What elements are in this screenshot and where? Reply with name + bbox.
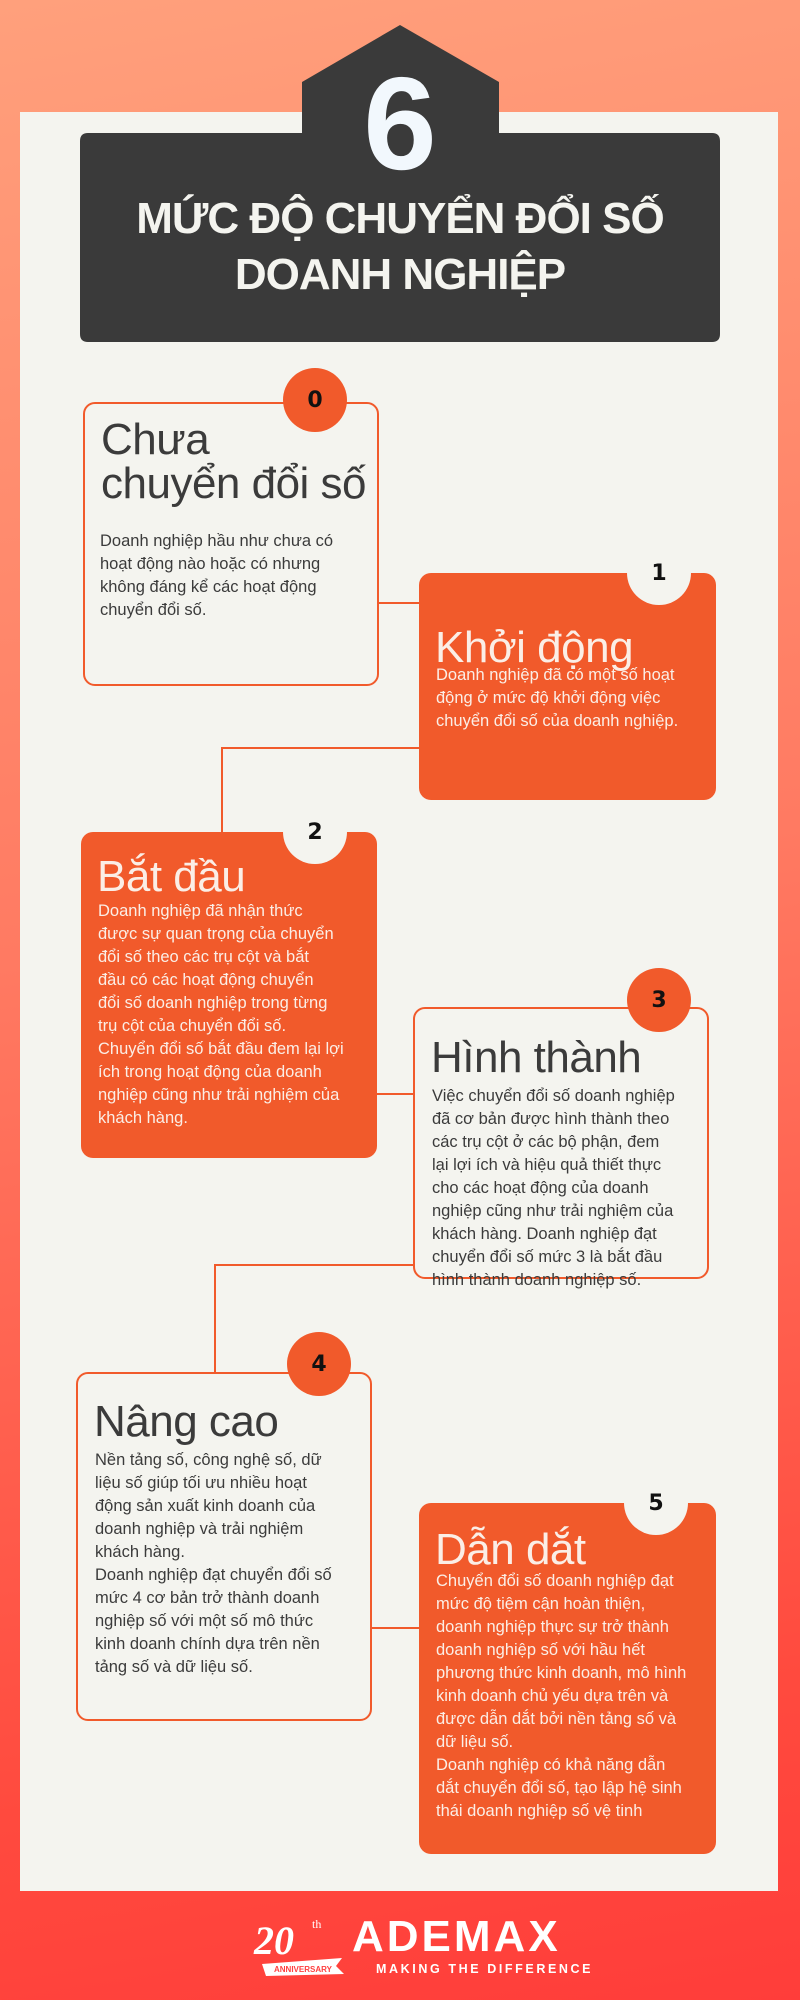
svg-text:20: 20 (254, 1918, 294, 1963)
level-description-line: động sản xuất kinh doanh của (95, 1497, 316, 1515)
level-card-5 (419, 1503, 716, 1854)
level-description-line: chuyển đổi số của doanh nghiệp. (436, 712, 679, 730)
level-description-line: nghiệp số với một số mô thức (95, 1612, 314, 1630)
svg-text:th: th (312, 1917, 322, 1931)
level-number-badge: 5 (624, 1471, 688, 1535)
connector-4-5 (372, 1627, 420, 1629)
level-description-line: đầu có các hoạt động chuyển (98, 971, 314, 989)
level-description-line: chuyển đổi số mức 3 là bắt đầu (432, 1248, 663, 1266)
level-description-line: Doanh nghiệp hầu như chưa có (100, 532, 334, 550)
page-title-line-2: DOANH NGHIỆP (234, 250, 566, 299)
level-title: Bắt đầu (97, 852, 246, 901)
level-number-badge: 2 (283, 800, 347, 864)
level-title: Chưa (101, 415, 210, 464)
hero-number: 6 (363, 50, 437, 197)
level-card-2 (81, 832, 377, 1158)
level-description-line: được dẫn dắt bởi nền tảng số và (436, 1710, 677, 1728)
connector-2-3 (377, 1093, 414, 1095)
level-description-line: Việc chuyển đổi số doanh nghiệp (432, 1087, 675, 1105)
anniversary-logo (252, 1914, 348, 1978)
level-description-line: Chuyển đổi số doanh nghiệp đạt (436, 1572, 674, 1590)
level-description-line: chuyển đổi số. (100, 601, 207, 619)
level-description-line: doanh nghiệp số với hầu hết (436, 1641, 645, 1659)
level-title: Nâng cao (94, 1397, 279, 1446)
level-description-line: khách hàng. Doanh nghiệp đạt (432, 1225, 657, 1243)
brand-logo: ADEMAX (352, 1912, 561, 1961)
level-description-line: đổi số theo các trụ cột và bắt (98, 948, 309, 966)
level-description-line: lại lợi ích và hiệu quả thiết thực (432, 1156, 662, 1174)
level-description-line: động ở mức độ khởi động việc (436, 689, 661, 707)
level-card-3 (413, 1007, 709, 1289)
level-title: chuyển đổi số (101, 459, 367, 508)
level-description-line: mức độ tiệm cận hoàn thiện, (436, 1595, 646, 1613)
level-card-1 (419, 573, 716, 800)
level-description-line: đã cơ bản được hình thành theo (432, 1110, 670, 1128)
level-description-line: Doanh nghiệp đã có một số hoạt (436, 666, 675, 684)
connector-3-4-h (214, 1264, 414, 1266)
level-description-line: khách hàng. (95, 1543, 185, 1561)
level-description-line: hoạt động nào hoặc có nhưng (100, 555, 321, 573)
level-title: Hình thành (431, 1033, 642, 1082)
level-title: Khởi động (435, 623, 634, 672)
level-description-line: phương thức kinh doanh, mô hình (436, 1664, 687, 1682)
connector-1-2-v (221, 747, 223, 833)
page-title-line-1: MỨC ĐỘ CHUYỂN ĐỔI SỐ (136, 194, 664, 243)
svg-text:ANNIVERSARY: ANNIVERSARY (274, 1965, 332, 1974)
level-description-line: kinh doanh chính dựa trên nền (95, 1635, 320, 1653)
level-description-line: kinh doanh chủ yếu dựa trên và (436, 1687, 669, 1705)
level-description-line: thái doanh nghiệp số vệ tinh (436, 1802, 643, 1820)
level-number-badge: 4 (287, 1332, 351, 1396)
level-description-line: Doanh nghiệp đã nhận thức (98, 902, 303, 920)
level-description-line: tảng số và dữ liệu số. (95, 1658, 253, 1676)
level-description-line: đổi số doanh nghiệp trong từng (98, 994, 328, 1012)
level-number-badge: 0 (283, 368, 347, 432)
level-description-line: các trụ cột ở các bộ phận, đem (432, 1133, 660, 1151)
level-description-line: dắt chuyển đổi số, tạo lập hệ sinh (436, 1779, 682, 1797)
level-card-4 (76, 1372, 372, 1721)
level-description-line: doanh nghiệp thực sự trở thành (436, 1618, 669, 1636)
level-number-badge: 3 (627, 968, 691, 1032)
level-description-line: Doanh nghiệp có khả năng dẫn (436, 1756, 666, 1774)
level-description-line: nghiệp cũng như trải nghiệm của (98, 1086, 340, 1104)
level-description-line: mức 4 cơ bản trở thành doanh (95, 1589, 320, 1607)
level-description-line: hình thành doanh nghiệp số. (432, 1271, 642, 1289)
brand-tagline: MAKING THE DIFFERENCE (376, 1962, 594, 1976)
level-description-line: khách hàng. (98, 1109, 188, 1127)
level-number-badge: 1 (627, 541, 691, 605)
level-description-line: dữ liệu số. (436, 1733, 514, 1751)
level-description-line: không đáng kể các hoạt động (100, 578, 317, 596)
level-description-line: cho các hoạt động của doanh (432, 1179, 649, 1197)
level-description-line: Nền tảng số, công nghệ số, dữ (95, 1451, 322, 1469)
level-description-line: Chuyển đổi số bắt đầu đem lại lợi (98, 1040, 344, 1058)
level-description-line: liệu số giúp tối ưu nhiều hoạt (95, 1474, 307, 1492)
level-description-line: trụ cột của chuyển đổi số. (98, 1017, 287, 1035)
level-card-0 (83, 402, 379, 686)
connector-1-2-h (221, 747, 420, 749)
level-description-line: doanh nghiệp và trải nghiệm (95, 1520, 304, 1538)
level-description-line: Doanh nghiệp đạt chuyển đổi số (95, 1566, 332, 1584)
level-description-line: nghiệp cũng như trải nghiệm của (432, 1202, 674, 1220)
connector-0-1 (379, 602, 420, 604)
connector-3-4-v (214, 1264, 216, 1373)
level-description-line: được sự quan trọng của chuyển (98, 925, 334, 943)
level-description-line: ích trong hoạt động của doanh (98, 1063, 322, 1081)
level-title: Dẫn dắt (435, 1525, 586, 1574)
